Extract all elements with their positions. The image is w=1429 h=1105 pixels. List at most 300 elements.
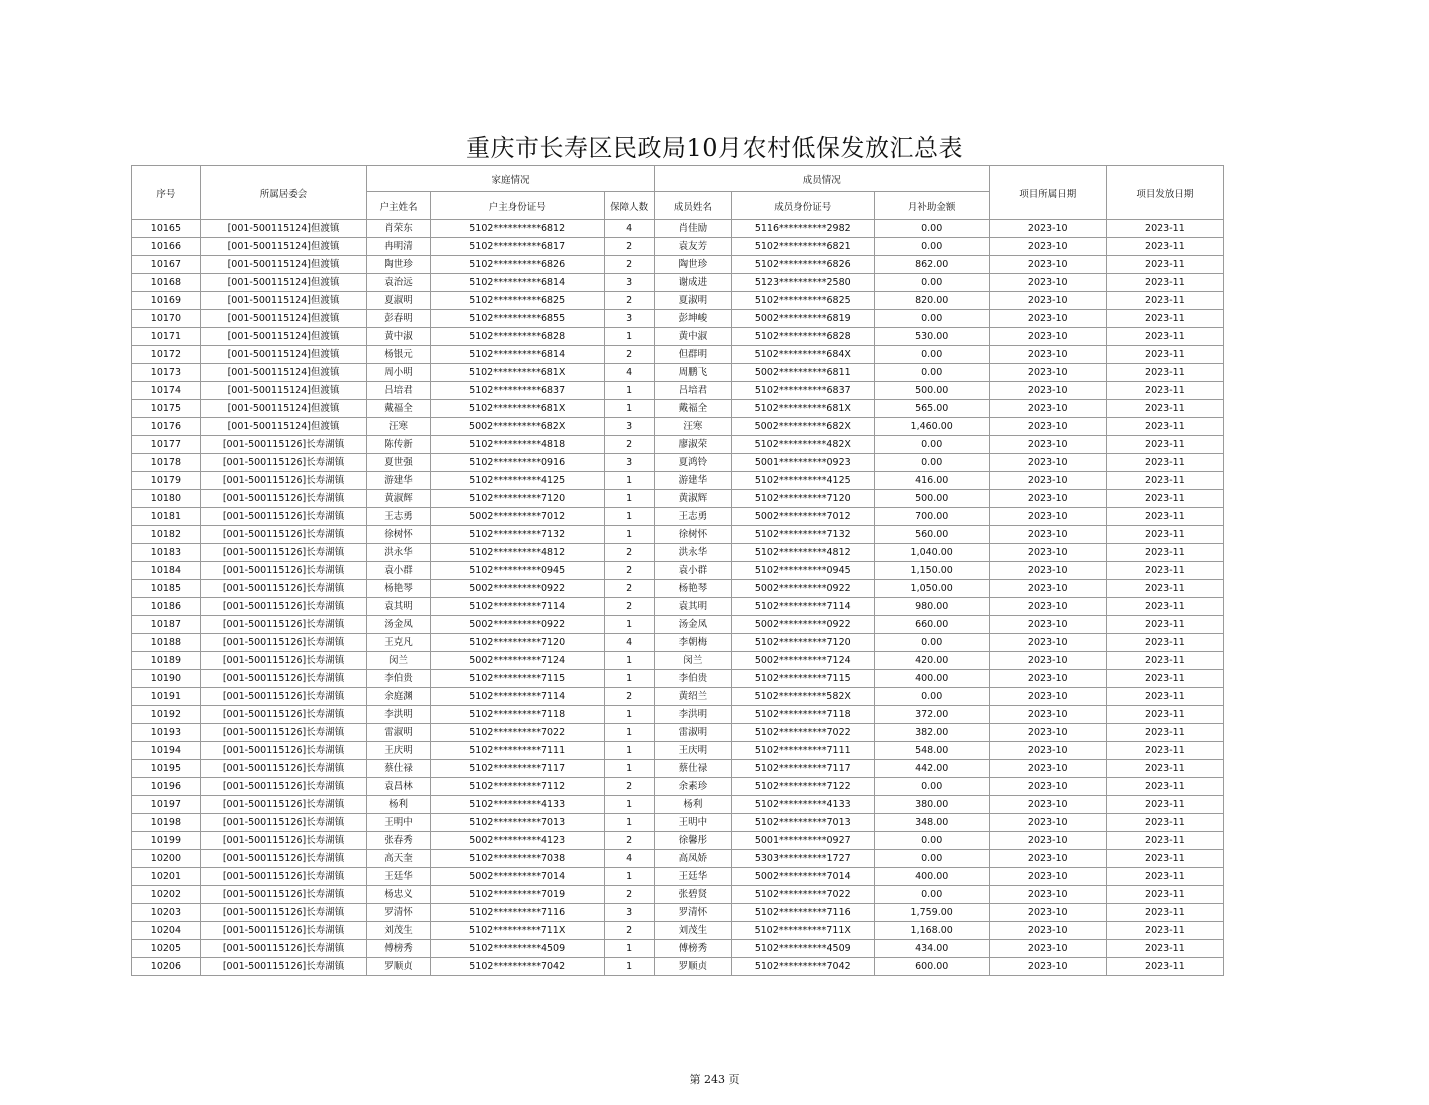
cell-member-id: 5001**********0923 bbox=[731, 454, 874, 472]
cell-issue-date: 2023-11 bbox=[1106, 796, 1223, 814]
cell-head-name: 冉明清 bbox=[367, 238, 431, 256]
cell-belong-date: 2023-10 bbox=[989, 652, 1106, 670]
cell-count: 1 bbox=[604, 814, 654, 832]
cell-issue-date: 2023-11 bbox=[1106, 526, 1223, 544]
cell-belong-date: 2023-10 bbox=[989, 742, 1106, 760]
cell-index: 10189 bbox=[132, 652, 201, 670]
cell-head-name: 王明中 bbox=[367, 814, 431, 832]
cell-head-name: 杨忠义 bbox=[367, 886, 431, 904]
cell-head-name: 王志勇 bbox=[367, 508, 431, 526]
cell-member-id: 5102**********0945 bbox=[731, 562, 874, 580]
header-committee: 所属居委会 bbox=[200, 166, 366, 220]
cell-belong-date: 2023-10 bbox=[989, 454, 1106, 472]
cell-count: 1 bbox=[604, 508, 654, 526]
cell-index: 10205 bbox=[132, 940, 201, 958]
cell-head-id: 5002**********0922 bbox=[430, 616, 604, 634]
cell-amount: 380.00 bbox=[874, 796, 989, 814]
cell-count: 1 bbox=[604, 724, 654, 742]
cell-belong-date: 2023-10 bbox=[989, 940, 1106, 958]
cell-head-name: 汪寒 bbox=[367, 418, 431, 436]
cell-member-id: 5102**********7122 bbox=[731, 778, 874, 796]
cell-member-name: 夏鸿铃 bbox=[654, 454, 731, 472]
cell-count: 3 bbox=[604, 454, 654, 472]
cell-index: 10175 bbox=[132, 400, 201, 418]
cell-head-name: 徐树怀 bbox=[367, 526, 431, 544]
cell-issue-date: 2023-11 bbox=[1106, 328, 1223, 346]
cell-member-id: 5102**********7132 bbox=[731, 526, 874, 544]
cell-member-name: 张碧贤 bbox=[654, 886, 731, 904]
cell-belong-date: 2023-10 bbox=[989, 904, 1106, 922]
cell-index: 10183 bbox=[132, 544, 201, 562]
header-belong-date: 项目所属日期 bbox=[989, 166, 1106, 220]
cell-index: 10167 bbox=[132, 256, 201, 274]
cell-head-id: 5102**********7115 bbox=[430, 670, 604, 688]
cell-head-name: 游建华 bbox=[367, 472, 431, 490]
cell-belong-date: 2023-10 bbox=[989, 868, 1106, 886]
cell-member-id: 5102**********4133 bbox=[731, 796, 874, 814]
cell-head-id: 5102**********6828 bbox=[430, 328, 604, 346]
cell-head-name: 高天奎 bbox=[367, 850, 431, 868]
table-row bbox=[132, 220, 1224, 238]
cell-head-name: 黄中淑 bbox=[367, 328, 431, 346]
table-row bbox=[132, 922, 1224, 940]
cell-count: 2 bbox=[604, 922, 654, 940]
cell-amount: 0.00 bbox=[874, 436, 989, 454]
cell-count: 3 bbox=[604, 418, 654, 436]
cell-index: 10201 bbox=[132, 868, 201, 886]
cell-issue-date: 2023-11 bbox=[1106, 868, 1223, 886]
cell-issue-date: 2023-11 bbox=[1106, 814, 1223, 832]
cell-index: 10165 bbox=[132, 220, 201, 238]
header-count: 保障人数 bbox=[604, 192, 654, 220]
cell-amount: 382.00 bbox=[874, 724, 989, 742]
cell-index: 10168 bbox=[132, 274, 201, 292]
cell-issue-date: 2023-11 bbox=[1106, 760, 1223, 778]
cell-belong-date: 2023-10 bbox=[989, 562, 1106, 580]
cell-issue-date: 2023-11 bbox=[1106, 706, 1223, 724]
cell-committee: [001-500115126]长寿湖镇 bbox=[200, 958, 366, 976]
cell-amount: 400.00 bbox=[874, 868, 989, 886]
header-head-id: 户主身份证号 bbox=[430, 192, 604, 220]
cell-index: 10166 bbox=[132, 238, 201, 256]
cell-amount: 500.00 bbox=[874, 490, 989, 508]
cell-issue-date: 2023-11 bbox=[1106, 508, 1223, 526]
table-row bbox=[132, 670, 1224, 688]
cell-issue-date: 2023-11 bbox=[1106, 256, 1223, 274]
cell-index: 10204 bbox=[132, 922, 201, 940]
cell-amount: 1,759.00 bbox=[874, 904, 989, 922]
cell-issue-date: 2023-11 bbox=[1106, 238, 1223, 256]
page-number: 第 243 页 bbox=[689, 1073, 740, 1086]
cell-member-id: 5002**********7012 bbox=[731, 508, 874, 526]
cell-head-id: 5102**********4812 bbox=[430, 544, 604, 562]
cell-issue-date: 2023-11 bbox=[1106, 400, 1223, 418]
cell-member-id: 5002**********7014 bbox=[731, 868, 874, 886]
table-row bbox=[132, 760, 1224, 778]
cell-belong-date: 2023-10 bbox=[989, 760, 1106, 778]
cell-issue-date: 2023-11 bbox=[1106, 274, 1223, 292]
cell-belong-date: 2023-10 bbox=[989, 490, 1106, 508]
cell-member-name: 廖淑荣 bbox=[654, 436, 731, 454]
cell-issue-date: 2023-11 bbox=[1106, 688, 1223, 706]
cell-amount: 565.00 bbox=[874, 400, 989, 418]
cell-count: 1 bbox=[604, 706, 654, 724]
header-member-name: 成员姓名 bbox=[654, 192, 731, 220]
cell-head-name: 夏淑明 bbox=[367, 292, 431, 310]
cell-index: 10192 bbox=[132, 706, 201, 724]
cell-index: 10188 bbox=[132, 634, 201, 652]
cell-belong-date: 2023-10 bbox=[989, 580, 1106, 598]
table-row bbox=[132, 940, 1224, 958]
table-row bbox=[132, 490, 1224, 508]
cell-head-name: 彭春明 bbox=[367, 310, 431, 328]
page-title: 重庆市长寿区民政局10月农村低保发放汇总表 bbox=[465, 134, 964, 162]
cell-issue-date: 2023-11 bbox=[1106, 436, 1223, 454]
cell-belong-date: 2023-10 bbox=[989, 238, 1106, 256]
cell-count: 2 bbox=[604, 238, 654, 256]
cell-head-id: 5102**********7114 bbox=[430, 598, 604, 616]
cell-committee: [001-500115126]长寿湖镇 bbox=[200, 778, 366, 796]
table-row bbox=[132, 868, 1224, 886]
cell-amount: 820.00 bbox=[874, 292, 989, 310]
cell-count: 1 bbox=[604, 940, 654, 958]
cell-issue-date: 2023-11 bbox=[1106, 886, 1223, 904]
cell-head-name: 黄淑辉 bbox=[367, 490, 431, 508]
cell-count: 2 bbox=[604, 598, 654, 616]
cell-amount: 0.00 bbox=[874, 832, 989, 850]
cell-member-id: 5002**********682X bbox=[731, 418, 874, 436]
cell-head-id: 5102**********681X bbox=[430, 364, 604, 382]
cell-member-id: 5102**********7115 bbox=[731, 670, 874, 688]
cell-index: 10198 bbox=[132, 814, 201, 832]
cell-member-name: 王明中 bbox=[654, 814, 731, 832]
cell-index: 10203 bbox=[132, 904, 201, 922]
cell-member-id: 5102**********7116 bbox=[731, 904, 874, 922]
cell-committee: [001-500115126]长寿湖镇 bbox=[200, 706, 366, 724]
cell-committee: [001-500115126]长寿湖镇 bbox=[200, 544, 366, 562]
cell-belong-date: 2023-10 bbox=[989, 220, 1106, 238]
cell-head-id: 5102**********6855 bbox=[430, 310, 604, 328]
cell-head-id: 5102**********7022 bbox=[430, 724, 604, 742]
cell-committee: [001-500115126]长寿湖镇 bbox=[200, 562, 366, 580]
cell-belong-date: 2023-10 bbox=[989, 472, 1106, 490]
cell-member-id: 5102**********4812 bbox=[731, 544, 874, 562]
cell-count: 1 bbox=[604, 328, 654, 346]
cell-head-id: 5002**********0922 bbox=[430, 580, 604, 598]
cell-index: 10179 bbox=[132, 472, 201, 490]
cell-head-id: 5002**********7014 bbox=[430, 868, 604, 886]
cell-member-id: 5116**********2982 bbox=[731, 220, 874, 238]
cell-issue-date: 2023-11 bbox=[1106, 904, 1223, 922]
cell-member-id: 5102**********7114 bbox=[731, 598, 874, 616]
cell-amount: 1,150.00 bbox=[874, 562, 989, 580]
cell-head-name: 杨银元 bbox=[367, 346, 431, 364]
cell-count: 2 bbox=[604, 832, 654, 850]
cell-issue-date: 2023-11 bbox=[1106, 778, 1223, 796]
cell-index: 10176 bbox=[132, 418, 201, 436]
cell-committee: [001-500115124]但渡镇 bbox=[200, 292, 366, 310]
cell-belong-date: 2023-10 bbox=[989, 364, 1106, 382]
cell-issue-date: 2023-11 bbox=[1106, 616, 1223, 634]
cell-committee: [001-500115126]长寿湖镇 bbox=[200, 490, 366, 508]
table-header bbox=[132, 166, 1224, 220]
table-row bbox=[132, 364, 1224, 382]
cell-member-name: 罗清怀 bbox=[654, 904, 731, 922]
cell-head-id: 5102**********0916 bbox=[430, 454, 604, 472]
cell-amount: 0.00 bbox=[874, 454, 989, 472]
cell-belong-date: 2023-10 bbox=[989, 346, 1106, 364]
cell-belong-date: 2023-10 bbox=[989, 382, 1106, 400]
table-row bbox=[132, 598, 1224, 616]
cell-head-id: 5102**********7118 bbox=[430, 706, 604, 724]
cell-member-name: 罗顺贞 bbox=[654, 958, 731, 976]
cell-index: 10180 bbox=[132, 490, 201, 508]
table-row bbox=[132, 400, 1224, 418]
cell-issue-date: 2023-11 bbox=[1106, 670, 1223, 688]
table-row bbox=[132, 724, 1224, 742]
cell-head-name: 袁治远 bbox=[367, 274, 431, 292]
cell-head-id: 5102**********7042 bbox=[430, 958, 604, 976]
cell-count: 2 bbox=[604, 292, 654, 310]
cell-head-name: 吕培君 bbox=[367, 382, 431, 400]
cell-belong-date: 2023-10 bbox=[989, 526, 1106, 544]
cell-head-id: 5102**********711X bbox=[430, 922, 604, 940]
cell-committee: [001-500115126]长寿湖镇 bbox=[200, 508, 366, 526]
cell-head-name: 周小明 bbox=[367, 364, 431, 382]
cell-committee: [001-500115124]但渡镇 bbox=[200, 346, 366, 364]
cell-member-name: 黄中淑 bbox=[654, 328, 731, 346]
cell-amount: 1,050.00 bbox=[874, 580, 989, 598]
cell-count: 1 bbox=[604, 490, 654, 508]
cell-issue-date: 2023-11 bbox=[1106, 472, 1223, 490]
cell-head-name: 王克凡 bbox=[367, 634, 431, 652]
cell-member-id: 5102**********7022 bbox=[731, 724, 874, 742]
cell-head-name: 夏世强 bbox=[367, 454, 431, 472]
cell-belong-date: 2023-10 bbox=[989, 400, 1106, 418]
cell-index: 10199 bbox=[132, 832, 201, 850]
cell-member-id: 5102**********7120 bbox=[731, 634, 874, 652]
cell-member-id: 5002**********7124 bbox=[731, 652, 874, 670]
cell-belong-date: 2023-10 bbox=[989, 310, 1106, 328]
table-row bbox=[132, 832, 1224, 850]
table-row bbox=[132, 796, 1224, 814]
cell-member-id: 5102**********4125 bbox=[731, 472, 874, 490]
cell-member-name: 袁友芳 bbox=[654, 238, 731, 256]
cell-index: 10195 bbox=[132, 760, 201, 778]
cell-member-name: 肖佳励 bbox=[654, 220, 731, 238]
cell-committee: [001-500115124]但渡镇 bbox=[200, 382, 366, 400]
cell-issue-date: 2023-11 bbox=[1106, 454, 1223, 472]
cell-head-id: 5102**********7019 bbox=[430, 886, 604, 904]
cell-member-name: 王志勇 bbox=[654, 508, 731, 526]
cell-member-name: 傅榜秀 bbox=[654, 940, 731, 958]
cell-head-name: 洪永华 bbox=[367, 544, 431, 562]
cell-member-id: 5102**********6826 bbox=[731, 256, 874, 274]
cell-member-id: 5002**********0922 bbox=[731, 616, 874, 634]
cell-committee: [001-500115126]长寿湖镇 bbox=[200, 742, 366, 760]
cell-head-id: 5102**********7013 bbox=[430, 814, 604, 832]
header-family-group: 家庭情况 bbox=[367, 166, 655, 192]
cell-index: 10194 bbox=[132, 742, 201, 760]
cell-belong-date: 2023-10 bbox=[989, 616, 1106, 634]
cell-belong-date: 2023-10 bbox=[989, 634, 1106, 652]
cell-count: 4 bbox=[604, 850, 654, 868]
table-row bbox=[132, 274, 1224, 292]
cell-member-name: 但群明 bbox=[654, 346, 731, 364]
cell-index: 10197 bbox=[132, 796, 201, 814]
cell-index: 10177 bbox=[132, 436, 201, 454]
cell-issue-date: 2023-11 bbox=[1106, 940, 1223, 958]
cell-count: 2 bbox=[604, 886, 654, 904]
cell-member-name: 余素珍 bbox=[654, 778, 731, 796]
cell-count: 1 bbox=[604, 760, 654, 778]
cell-index: 10172 bbox=[132, 346, 201, 364]
cell-amount: 416.00 bbox=[874, 472, 989, 490]
cell-head-name: 闵兰 bbox=[367, 652, 431, 670]
cell-belong-date: 2023-10 bbox=[989, 688, 1106, 706]
cell-belong-date: 2023-10 bbox=[989, 850, 1106, 868]
table-row bbox=[132, 778, 1224, 796]
cell-head-name: 刘茂生 bbox=[367, 922, 431, 940]
cell-committee: [001-500115126]长寿湖镇 bbox=[200, 688, 366, 706]
cell-index: 10178 bbox=[132, 454, 201, 472]
cell-committee: [001-500115126]长寿湖镇 bbox=[200, 616, 366, 634]
table-row bbox=[132, 508, 1224, 526]
cell-issue-date: 2023-11 bbox=[1106, 310, 1223, 328]
cell-member-name: 袁小群 bbox=[654, 562, 731, 580]
table-row bbox=[132, 706, 1224, 724]
cell-issue-date: 2023-11 bbox=[1106, 364, 1223, 382]
cell-issue-date: 2023-11 bbox=[1106, 580, 1223, 598]
cell-member-name: 洪永华 bbox=[654, 544, 731, 562]
cell-amount: 0.00 bbox=[874, 634, 989, 652]
cell-issue-date: 2023-11 bbox=[1106, 922, 1223, 940]
cell-index: 10174 bbox=[132, 382, 201, 400]
relief-summary-table bbox=[131, 165, 1224, 976]
cell-head-id: 5102**********6812 bbox=[430, 220, 604, 238]
table-row bbox=[132, 454, 1224, 472]
cell-belong-date: 2023-10 bbox=[989, 886, 1106, 904]
table-row bbox=[132, 436, 1224, 454]
cell-head-id: 5102**********7038 bbox=[430, 850, 604, 868]
cell-member-id: 5102**********482X bbox=[731, 436, 874, 454]
cell-index: 10185 bbox=[132, 580, 201, 598]
cell-committee: [001-500115126]长寿湖镇 bbox=[200, 832, 366, 850]
table-row bbox=[132, 526, 1224, 544]
cell-head-name: 戴福全 bbox=[367, 400, 431, 418]
cell-head-id: 5102**********7120 bbox=[430, 634, 604, 652]
cell-head-name: 王廷华 bbox=[367, 868, 431, 886]
cell-issue-date: 2023-11 bbox=[1106, 418, 1223, 436]
cell-amount: 0.00 bbox=[874, 886, 989, 904]
cell-member-name: 李洪明 bbox=[654, 706, 731, 724]
cell-head-id: 5102**********6837 bbox=[430, 382, 604, 400]
cell-head-name: 蔡仕禄 bbox=[367, 760, 431, 778]
cell-committee: [001-500115126]长寿湖镇 bbox=[200, 472, 366, 490]
cell-index: 10200 bbox=[132, 850, 201, 868]
cell-count: 2 bbox=[604, 544, 654, 562]
cell-count: 2 bbox=[604, 346, 654, 364]
cell-count: 2 bbox=[604, 778, 654, 796]
table-row bbox=[132, 382, 1224, 400]
cell-count: 1 bbox=[604, 670, 654, 688]
cell-amount: 0.00 bbox=[874, 346, 989, 364]
cell-head-id: 5102**********7116 bbox=[430, 904, 604, 922]
cell-count: 1 bbox=[604, 400, 654, 418]
table-row bbox=[132, 346, 1224, 364]
cell-amount: 0.00 bbox=[874, 688, 989, 706]
cell-amount: 442.00 bbox=[874, 760, 989, 778]
cell-head-id: 5102**********6814 bbox=[430, 346, 604, 364]
cell-member-name: 夏淑明 bbox=[654, 292, 731, 310]
cell-count: 2 bbox=[604, 580, 654, 598]
cell-head-id: 5102**********6817 bbox=[430, 238, 604, 256]
cell-count: 1 bbox=[604, 796, 654, 814]
table-row bbox=[132, 814, 1224, 832]
cell-member-name: 王庆明 bbox=[654, 742, 731, 760]
cell-committee: [001-500115126]长寿湖镇 bbox=[200, 580, 366, 598]
cell-count: 1 bbox=[604, 958, 654, 976]
header-index: 序号 bbox=[132, 166, 201, 220]
cell-member-id: 5102**********7111 bbox=[731, 742, 874, 760]
cell-belong-date: 2023-10 bbox=[989, 958, 1106, 976]
cell-count: 1 bbox=[604, 616, 654, 634]
table-row bbox=[132, 562, 1224, 580]
cell-head-id: 5102**********4818 bbox=[430, 436, 604, 454]
cell-head-id: 5002**********4123 bbox=[430, 832, 604, 850]
cell-member-id: 5102**********681X bbox=[731, 400, 874, 418]
cell-member-name: 吕培君 bbox=[654, 382, 731, 400]
cell-issue-date: 2023-11 bbox=[1106, 832, 1223, 850]
cell-head-name: 袁其明 bbox=[367, 598, 431, 616]
cell-index: 10206 bbox=[132, 958, 201, 976]
cell-member-id: 5102**********711X bbox=[731, 922, 874, 940]
cell-count: 3 bbox=[604, 274, 654, 292]
cell-member-name: 高凤娇 bbox=[654, 850, 731, 868]
header-issue-date: 项目发放日期 bbox=[1106, 166, 1223, 220]
cell-index: 10170 bbox=[132, 310, 201, 328]
cell-committee: [001-500115126]长寿湖镇 bbox=[200, 904, 366, 922]
cell-committee: [001-500115126]长寿湖镇 bbox=[200, 598, 366, 616]
cell-member-name: 黄绍兰 bbox=[654, 688, 731, 706]
cell-count: 2 bbox=[604, 562, 654, 580]
cell-committee: [001-500115126]长寿湖镇 bbox=[200, 796, 366, 814]
cell-head-id: 5102**********4509 bbox=[430, 940, 604, 958]
cell-member-name: 杨艳琴 bbox=[654, 580, 731, 598]
table-row bbox=[132, 544, 1224, 562]
cell-committee: [001-500115126]长寿湖镇 bbox=[200, 634, 366, 652]
cell-amount: 348.00 bbox=[874, 814, 989, 832]
table-body bbox=[132, 220, 1224, 976]
table-row bbox=[132, 904, 1224, 922]
table-row bbox=[132, 688, 1224, 706]
cell-amount: 434.00 bbox=[874, 940, 989, 958]
table-row bbox=[132, 580, 1224, 598]
table-row bbox=[132, 958, 1224, 976]
cell-amount: 0.00 bbox=[874, 220, 989, 238]
cell-belong-date: 2023-10 bbox=[989, 292, 1106, 310]
cell-member-id: 5123**********2580 bbox=[731, 274, 874, 292]
cell-head-id: 5102**********7111 bbox=[430, 742, 604, 760]
cell-member-id: 5102**********7120 bbox=[731, 490, 874, 508]
cell-count: 2 bbox=[604, 688, 654, 706]
cell-index: 10190 bbox=[132, 670, 201, 688]
cell-amount: 862.00 bbox=[874, 256, 989, 274]
cell-head-name: 袁昌林 bbox=[367, 778, 431, 796]
cell-belong-date: 2023-10 bbox=[989, 598, 1106, 616]
cell-count: 1 bbox=[604, 652, 654, 670]
cell-count: 4 bbox=[604, 364, 654, 382]
